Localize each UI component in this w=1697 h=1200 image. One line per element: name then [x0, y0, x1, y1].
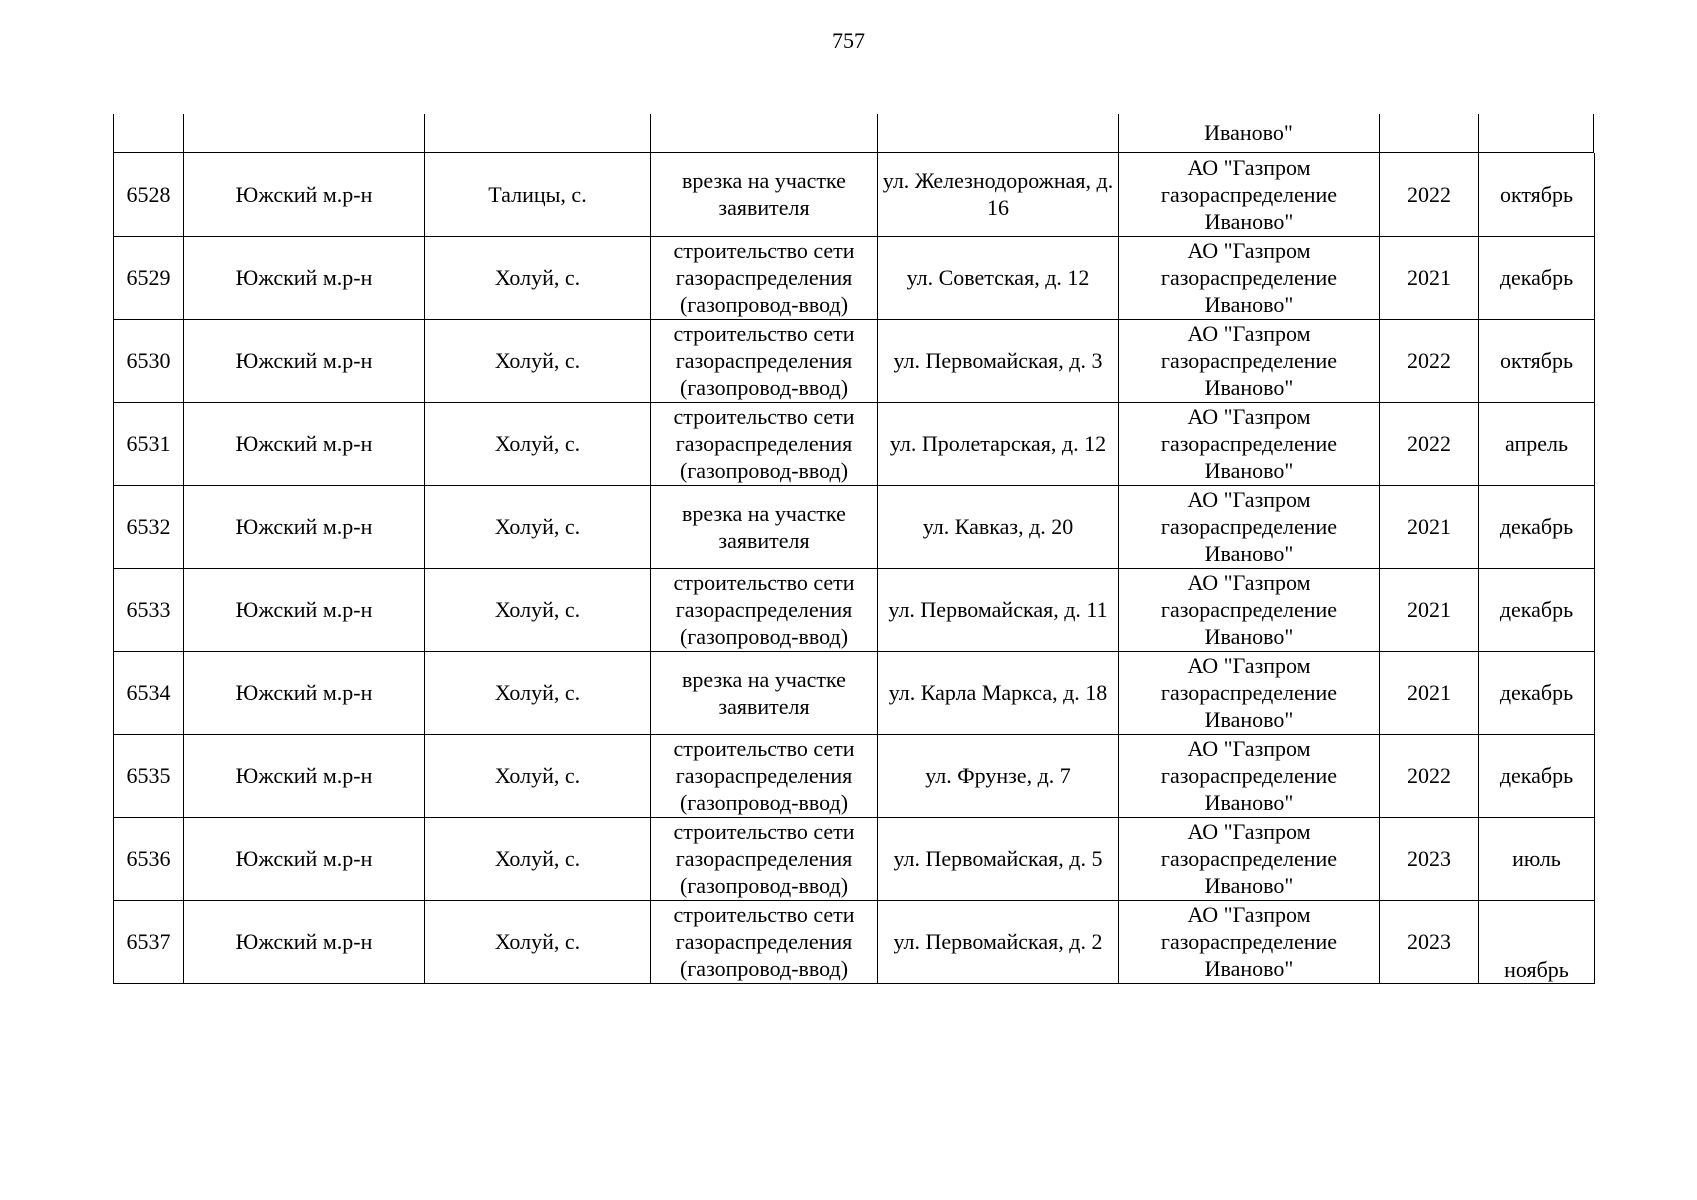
cell-year: 2021 — [1380, 651, 1479, 734]
column-divider — [877, 114, 878, 152]
cell-number: 6535 — [114, 734, 184, 817]
column-divider — [424, 114, 425, 152]
cell-month: июль — [1479, 817, 1595, 900]
cell-year: 2023 — [1380, 817, 1479, 900]
cell-work-type: строительство сети газораспределения (газопровод-ввод) — [651, 568, 878, 651]
cell-month: декабрь — [1479, 734, 1595, 817]
cell-work-type: строительство сети газораспределения (газопровод-ввод) — [651, 817, 878, 900]
table-row — [114, 236, 1595, 319]
cell-work-type: строительство сети газораспределения (газопровод-ввод) — [651, 236, 878, 319]
cell-work-type: строительство сети газораспределения (газопровод-ввод) — [651, 402, 878, 485]
cell-organization: АО "Газпром газораспределение Иваново" — [1119, 485, 1380, 568]
cell-district: Южский м.р-н — [184, 568, 425, 651]
column-divider — [113, 114, 114, 152]
cell-number: 6532 — [114, 485, 184, 568]
cell-address: ул. Кавказ, д. 20 — [878, 485, 1119, 568]
cell-locality: Холуй, с. — [425, 817, 651, 900]
cell-address: ул. Железнодорожная, д. 16 — [878, 153, 1119, 236]
cell-number: 6531 — [114, 402, 184, 485]
cell-district: Южский м.р-н — [184, 485, 425, 568]
page-number: 757 — [832, 28, 865, 53]
column-divider — [1478, 114, 1479, 152]
table-row — [114, 734, 1595, 817]
cell-address: ул. Первомайская, д. 11 — [878, 568, 1119, 651]
cell-address: ул. Карла Маркса, д. 18 — [878, 651, 1119, 734]
cell-locality: Холуй, с. — [425, 319, 651, 402]
cell-locality: Холуй, с. — [425, 236, 651, 319]
cell-work-type: врезка на участке заявителя — [651, 651, 878, 734]
cell-district: Южский м.р-н — [184, 817, 425, 900]
cell-number: 6534 — [114, 651, 184, 734]
registry-table — [113, 153, 1595, 984]
cell-year: 2021 — [1380, 236, 1479, 319]
cell-year: 2022 — [1380, 319, 1479, 402]
cell-organization: АО "Газпром газораспределение Иваново" — [1119, 153, 1380, 236]
cell-organization: АО "Газпром газораспределение Иваново" — [1119, 402, 1380, 485]
cell-locality: Талицы, с. — [425, 153, 651, 236]
registry-table-area — [113, 114, 1594, 984]
cell-locality: Холуй, с. — [425, 485, 651, 568]
cell-locality: Холуй, с. — [425, 568, 651, 651]
cell-district: Южский м.р-н — [184, 900, 425, 983]
cell-work-type: врезка на участке заявителя — [651, 153, 878, 236]
cell-month: декабрь — [1479, 568, 1595, 651]
continuation-row — [113, 114, 1594, 153]
cell-district: Южский м.р-н — [184, 153, 425, 236]
cell-year: 2022 — [1380, 402, 1479, 485]
cell-month: декабрь — [1479, 485, 1595, 568]
cell-month: октябрь — [1479, 153, 1595, 236]
cell-month: ноябрь — [1479, 900, 1595, 983]
cell-district: Южский м.р-н — [184, 402, 425, 485]
cell-year: 2023 — [1380, 900, 1479, 983]
cell-organization: АО "Газпром газораспределение Иваново" — [1119, 651, 1380, 734]
cell-month: декабрь — [1479, 236, 1595, 319]
cell-number: 6533 — [114, 568, 184, 651]
cell-organization: АО "Газпром газораспределение Иваново" — [1119, 900, 1380, 983]
cell-address: ул. Первомайская, д. 2 — [878, 900, 1119, 983]
cell-district: Южский м.р-н — [184, 319, 425, 402]
cell-district: Южский м.р-н — [184, 651, 425, 734]
cell-locality: Холуй, с. — [425, 734, 651, 817]
continuation-organization-text: Иваново" — [1204, 120, 1293, 145]
cell-number: 6530 — [114, 319, 184, 402]
cell-organization: АО "Газпром газораспределение Иваново" — [1119, 319, 1380, 402]
cell-address: ул. Пролетарская, д. 12 — [878, 402, 1119, 485]
table-row — [114, 319, 1595, 402]
cell-work-type: строительство сети газораспределения (газопровод-ввод) — [651, 734, 878, 817]
cell-year: 2022 — [1380, 153, 1479, 236]
cell-organization: АО "Газпром газораспределение Иваново" — [1119, 236, 1380, 319]
table-row — [114, 485, 1595, 568]
cell-work-type: строительство сети газораспределения (газопровод-ввод) — [651, 900, 878, 983]
cell-number: 6537 — [114, 900, 184, 983]
cell-locality: Холуй, с. — [425, 651, 651, 734]
cell-district: Южский м.р-н — [184, 734, 425, 817]
cell-number: 6529 — [114, 236, 184, 319]
cell-year: 2021 — [1380, 568, 1479, 651]
column-divider — [650, 114, 651, 152]
cell-number: 6536 — [114, 817, 184, 900]
table-row — [114, 153, 1595, 236]
column-divider — [183, 114, 184, 152]
cell-number: 6528 — [114, 153, 184, 236]
cell-address: ул. Первомайская, д. 5 — [878, 817, 1119, 900]
cell-month: октябрь — [1479, 319, 1595, 402]
cell-locality: Холуй, с. — [425, 900, 651, 983]
cell-month: декабрь — [1479, 651, 1595, 734]
cell-organization: АО "Газпром газораспределение Иваново" — [1119, 817, 1380, 900]
cell-address: ул. Фрунзе, д. 7 — [878, 734, 1119, 817]
cell-year: 2022 — [1380, 734, 1479, 817]
table-row — [114, 817, 1595, 900]
registry-table-body — [114, 153, 1595, 983]
table-row — [114, 568, 1595, 651]
column-divider — [1379, 114, 1380, 152]
cell-work-type: строительство сети газораспределения (газопровод-ввод) — [651, 319, 878, 402]
cell-month: апрель — [1479, 402, 1595, 485]
cell-district: Южский м.р-н — [184, 236, 425, 319]
table-row — [114, 900, 1595, 983]
cell-address: ул. Первомайская, д. 3 — [878, 319, 1119, 402]
table-row — [114, 651, 1595, 734]
cell-address: ул. Советская, д. 12 — [878, 236, 1119, 319]
column-divider — [1593, 114, 1594, 152]
cell-work-type: врезка на участке заявителя — [651, 485, 878, 568]
cell-organization: АО "Газпром газораспределение Иваново" — [1119, 734, 1380, 817]
cell-organization: АО "Газпром газораспределение Иваново" — [1119, 568, 1380, 651]
table-row — [114, 402, 1595, 485]
cell-year: 2021 — [1380, 485, 1479, 568]
cell-locality: Холуй, с. — [425, 402, 651, 485]
